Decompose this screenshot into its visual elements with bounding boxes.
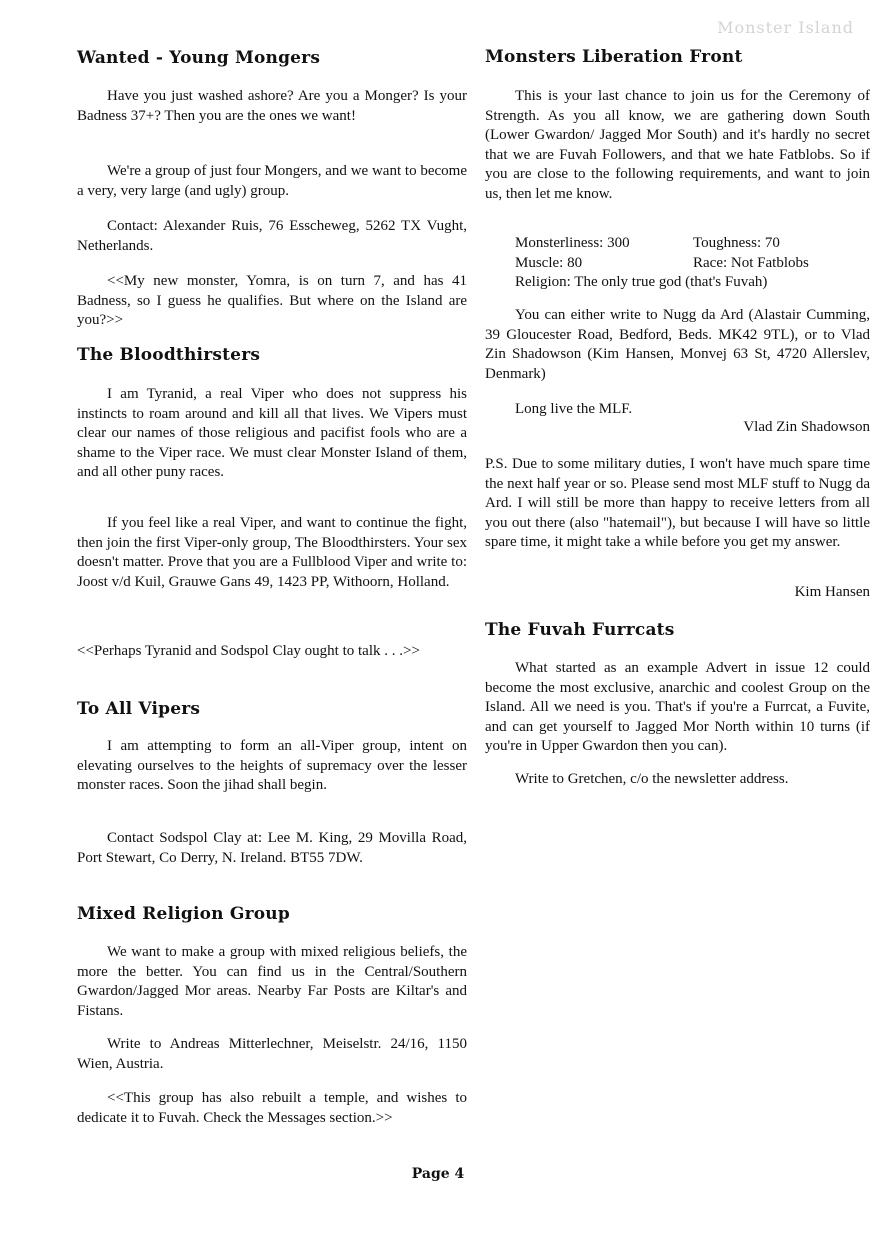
editor-note: <<My new monster, Yomra, is on turn 7, and has 41 Badness, so I guess he qualifies. But where on the Island are you?>> [77, 273, 467, 328]
signature: Vlad Zin Shadowson [743, 419, 870, 435]
contact-paragraph: Write to Gretchen, c/o the newsletter address. [515, 771, 789, 787]
section-title: The Fuvah Furrcats [485, 620, 675, 640]
editor-note: <<This group has also rebuilt a temple, and wishes to dedicate it to Fuvah. Check the Messages section.>> [77, 1090, 467, 1126]
paragraph: If you feel like a real Viper, and want to continue the fight, then join the first Viper-only group, The Bloodthirsters. Your sex doesn't matter. Prove that you are a Fullblood Viper and write to: Joost v/d Kuil, Grauwe Gans 49, 1423 PP, Withoorn, Holland. [77, 515, 467, 590]
requirement-monsterliness: Monsterliness: 300 [515, 235, 630, 251]
section-title: The Bloodthirsters [77, 345, 261, 365]
paragraph: Long live the MLF. [515, 401, 633, 417]
section-title: Mixed Religion Group [77, 904, 290, 924]
paragraph: I am Tyranid, a real Viper who does not suppress his instincts to roam around and kill all that lives. We Vipers must clear our names of those religious and pacifist fools who are a shame to the Viper race. We must clear Monster Island of them, and all other puny races. [77, 386, 467, 480]
section-wanted-young-mongers [77, 48, 467, 68]
requirement-toughness: Toughness: 70 [693, 235, 780, 251]
section-monsters-liberation-front [485, 47, 870, 67]
paragraph: What started as an example Advert in issue 12 could become the most exclusive, anarchic and coolest Group on the Island. All we need is you. That's if you're a Furrcat, a Fuvite, and can get yourself to Jagged Mor North within 10 turns (if you're in Upper Gwardon then you can). [485, 660, 870, 754]
signature: Kim Hansen [794, 584, 870, 600]
paragraph: I am attempting to form an all-Viper group, intent on elevating ourselves to the heights of supremacy over the lesser monster races. Soon the jihad shall begin. [77, 738, 467, 793]
header-watermark: Monster Island [717, 18, 854, 37]
section-bloodthirsters [77, 345, 467, 365]
paragraph: We want to make a group with mixed religious beliefs, the more the better. You can find us in the Central/Southern Gwardon/Jagged Mor areas. Nearby Far Posts are Kiltar's and Fistans. [77, 944, 467, 1019]
page-number: Page 4 [411, 1166, 465, 1182]
section-title: Wanted - Young Mongers [77, 48, 321, 68]
section-mixed-religion-group [77, 904, 467, 924]
requirements-list [485, 234, 876, 293]
section-title: To All Vipers [77, 699, 201, 719]
contact-paragraph: Contact Sodspol Clay at: Lee M. King, 29 Movilla Road, Port Stewart, Co Derry, N. Ireland. BT55 7DW. [77, 830, 467, 866]
contact-paragraph: You can either write to Nugg da Ard (Alastair Cumming, 39 Gloucester Road, Bedford, Beds. MK42 9TL), or to Vlad Zin Shadowson (Kim Hansen, Monvej 63 St, 4720 Allerslev, Denmark) [485, 307, 870, 382]
postscript: P.S. Due to some military duties, I won't have much spare time the next half year or so. Please send most MLF stuff to Nugg da Ard. I will still be more than happy to receive letters from all you out there (also "hatemail"), but because I will have so little spare time, it might take a while before you get my answer. [485, 456, 870, 550]
requirement-religion: Religion: The only true god (that's Fuvah) [515, 274, 768, 290]
requirement-race: Race: Not Fatblobs [693, 254, 809, 271]
contact-paragraph: Contact: Alexander Ruis, 76 Esscheweg, 5262 TX Vught, Netherlands. [77, 218, 467, 254]
paragraph: We're a group of just four Mongers, and we want to become a very, very large (and ugly) group. [77, 163, 467, 199]
section-to-all-vipers [77, 699, 467, 719]
section-title: Monsters Liberation Front [485, 47, 743, 67]
requirement-muscle: Muscle: 80 [515, 254, 583, 271]
contact-paragraph: Write to Andreas Mitterlechner, Meiselstr. 24/16, 1150 Wien, Austria. [77, 1036, 467, 1072]
paragraph: Have you just washed ashore? Are you a Monger? Is your Badness 37+? Then you are the ones we want! [77, 88, 467, 124]
editor-note: <<Perhaps Tyranid and Sodspol Clay ought to talk . . .>> [77, 643, 420, 659]
paragraph: This is your last chance to join us for the Ceremony of Strength. As you all know, we are gathering down South (Lower Gwardon/ Jagged Mor South) and it's hardly no secret that we are Fuvah Followers, and that we hate Fatblobs. So if you are close to the following requirements, and want to join us, then let me know. [485, 88, 870, 202]
section-fuvah-furrcats [485, 620, 870, 640]
